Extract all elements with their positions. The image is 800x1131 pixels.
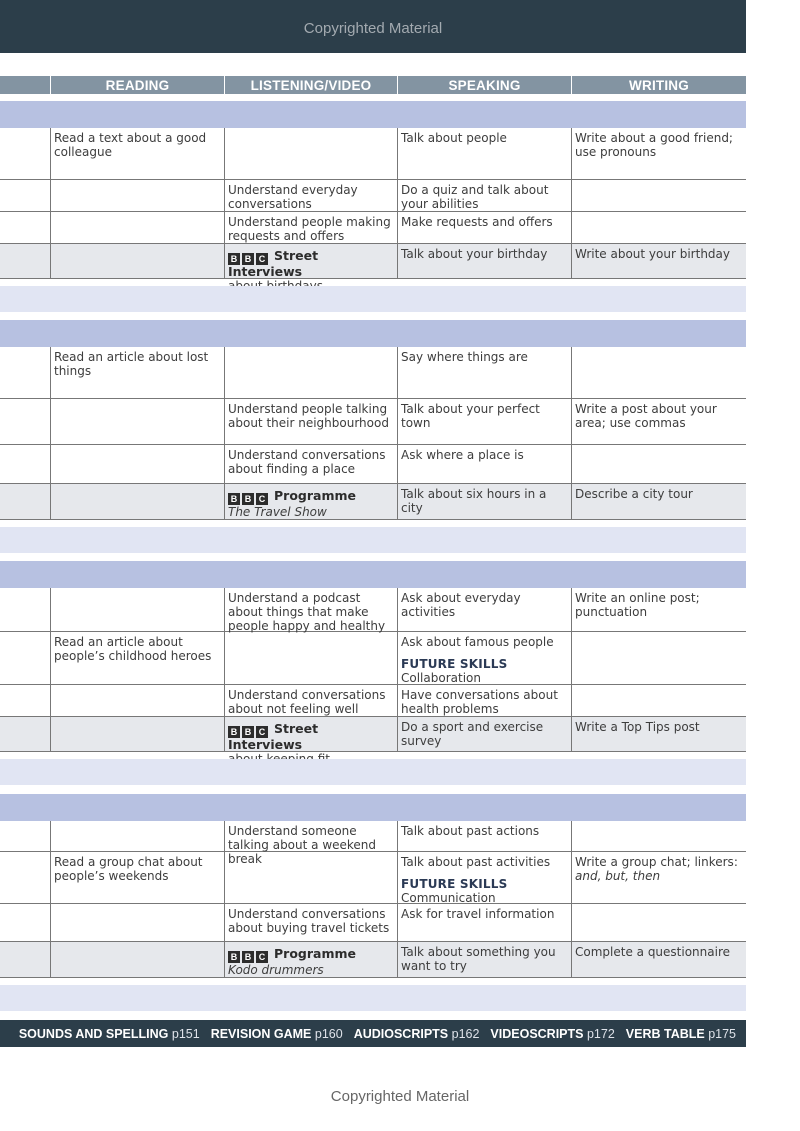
writing-cell (575, 720, 743, 734)
table-row (0, 244, 746, 279)
speaking-cell (401, 350, 569, 364)
column-divider (397, 685, 398, 716)
listening-cell: Understand people talking about their neighbourhood (228, 402, 389, 430)
footer-link[interactable] (19, 1027, 200, 1041)
column-divider (571, 717, 572, 751)
footer-link-label: REVISION GAME (210, 1026, 312, 1041)
column-divider (571, 347, 572, 398)
reading-cell: Read an article about people’s childhood heroes (54, 635, 212, 663)
footer-link[interactable] (490, 1027, 614, 1041)
column-divider (50, 821, 51, 851)
writing-text: Write about a good friend; use pronouns (575, 131, 733, 159)
column-header-reading: READING (50, 76, 224, 94)
speaking-text: Talk about past actions (401, 824, 540, 838)
column-divider (397, 588, 398, 631)
listening-cell: Understand conversations about finding a place (228, 448, 386, 476)
unit-band (0, 101, 746, 128)
column-divider (571, 852, 572, 903)
speaking-cell (401, 591, 569, 619)
column-divider (50, 588, 51, 631)
column-divider (397, 717, 398, 751)
column-divider (397, 445, 398, 483)
table-row (0, 852, 746, 904)
column-divider (224, 852, 225, 903)
unit-spacer-band (0, 286, 746, 312)
column-divider (50, 445, 51, 483)
speaking-cell (401, 487, 569, 515)
future-skill-name: Communication (401, 891, 496, 905)
unit-spacer-band (0, 985, 746, 1011)
footer-link-page: p160 (311, 1026, 343, 1041)
listening-cell: Understand a podcast about things that make people happy and healthy (228, 591, 386, 633)
writing-cell (575, 247, 743, 261)
unit-band (0, 320, 746, 347)
listening-cell (228, 947, 393, 977)
speaking-text: Ask about famous people (401, 635, 554, 649)
speaking-text: Talk about people (401, 131, 507, 145)
column-divider (571, 180, 572, 211)
unit-spacer-band (0, 759, 746, 785)
bbc-letter: B (242, 493, 254, 505)
table-row (0, 128, 746, 180)
column-divider (397, 212, 398, 243)
speaking-text: Say where things are (401, 350, 528, 364)
speaking-text: Talk about six hours in a city (401, 487, 547, 515)
reading-cell: Read an article about lost things (54, 350, 209, 378)
column-header-speaking: SPEAKING (397, 76, 571, 94)
table-row (0, 347, 746, 399)
table-row (0, 717, 746, 752)
column-divider (50, 717, 51, 751)
column-divider (50, 852, 51, 903)
bbc-letter: B (242, 253, 254, 265)
column-divider (50, 942, 51, 977)
bbc-video-title: Street Interviews (228, 721, 319, 752)
speaking-text: Do a sport and exercise survey (401, 720, 544, 748)
future-skills-label: FUTURE SKILLS (401, 657, 508, 671)
bbc-video-title: Programme (274, 946, 356, 961)
table-row (0, 942, 746, 978)
column-header-listening-video: LISTENING/VIDEO (224, 76, 397, 94)
bbc-letter: B (242, 726, 254, 738)
table-row (0, 399, 746, 445)
bbc-letter: C (256, 253, 268, 265)
bbc-logo-icon (228, 493, 268, 505)
writing-text: Write a group chat; linkers: (575, 855, 738, 869)
bbc-letter: B (228, 726, 240, 738)
column-divider (50, 904, 51, 941)
footer-link-page: p172 (583, 1026, 615, 1041)
speaking-cell (401, 183, 569, 211)
bbc-video-title: Street Interviews (228, 248, 319, 279)
speaking-text: Talk about your perfect town (401, 402, 540, 430)
footer-link-label: VIDEOSCRIPTS (490, 1026, 584, 1041)
speaking-text: Have conversations about health problems (401, 688, 558, 716)
footer-link-page: p162 (448, 1026, 480, 1041)
column-divider (224, 588, 225, 631)
footer-nav (0, 1020, 746, 1047)
column-divider (571, 685, 572, 716)
writing-text: Write a post about your area; use commas (575, 402, 717, 430)
speaking-cell (401, 824, 569, 838)
column-divider (397, 942, 398, 977)
speaking-cell (401, 247, 569, 261)
listening-cell: Understand conversations about not feeling well (228, 688, 386, 716)
table-row (0, 212, 746, 244)
column-divider (397, 484, 398, 519)
table-row (0, 180, 746, 212)
footer-link-label: SOUNDS AND SPELLING (18, 1026, 169, 1041)
bbc-logo-icon (228, 951, 268, 963)
footer-link-label: AUDIOSCRIPTS (353, 1026, 449, 1041)
column-divider (224, 904, 225, 941)
future-skills-label: FUTURE SKILLS (401, 877, 508, 891)
reading-cell: Read a group chat about people’s weekends (54, 855, 203, 883)
column-divider (397, 347, 398, 398)
writing-text: Write a Top Tips post (575, 720, 700, 734)
bbc-video-title: Programme (274, 488, 356, 503)
column-header-writing: WRITING (571, 76, 746, 94)
speaking-cell (401, 688, 569, 716)
column-divider (571, 904, 572, 941)
speaking-text: Talk about something you want to try (401, 945, 556, 973)
column-divider (571, 244, 572, 278)
bbc-letter: B (228, 493, 240, 505)
column-divider (397, 852, 398, 903)
speaking-cell (401, 215, 569, 229)
column-divider (50, 632, 51, 684)
footer-link[interactable] (354, 1027, 480, 1041)
speaking-text: Ask where a place is (401, 448, 524, 462)
speaking-cell (401, 635, 569, 685)
column-divider (224, 347, 225, 398)
bbc-letter: B (228, 951, 240, 963)
speaking-cell (401, 720, 569, 748)
column-divider (397, 128, 398, 179)
bbc-letter: C (256, 951, 268, 963)
column-divider (50, 180, 51, 211)
bbc-letter: B (242, 951, 254, 963)
column-divider (50, 244, 51, 278)
speaking-cell (401, 907, 569, 921)
writing-cell (575, 402, 743, 430)
writing-text: Write an online post; punctuation (575, 591, 700, 619)
footer-link-label: VERB TABLE (625, 1026, 705, 1041)
column-divider (224, 942, 225, 977)
speaking-cell (401, 855, 569, 905)
column-divider (571, 128, 572, 179)
column-divider (224, 445, 225, 483)
writing-cell (575, 855, 743, 883)
unit-band (0, 794, 746, 821)
footer-link[interactable] (211, 1027, 343, 1041)
column-divider (224, 821, 225, 851)
reading-cell: Read a text about a good colleague (54, 131, 207, 159)
column-divider (224, 685, 225, 716)
bbc-video-subtitle: Kodo drummers (228, 963, 324, 977)
speaking-text: Make requests and offers (401, 215, 553, 229)
bbc-letter: B (228, 253, 240, 265)
column-divider (50, 212, 51, 243)
writing-text: Describe a city tour (575, 487, 693, 501)
column-divider (224, 632, 225, 684)
speaking-cell (401, 131, 569, 145)
column-divider (571, 212, 572, 243)
column-divider (224, 212, 225, 243)
column-divider (50, 399, 51, 444)
column-divider (50, 685, 51, 716)
writing-text: Write about your birthday (575, 247, 730, 261)
footer-link-page: p151 (168, 1026, 200, 1041)
listening-cell: Understand everyday conversations (228, 183, 358, 211)
writing-cell (575, 591, 743, 619)
speaking-cell (401, 448, 569, 462)
column-divider (50, 128, 51, 179)
column-divider (224, 244, 225, 278)
column-divider (224, 399, 225, 444)
writing-cell (575, 131, 743, 159)
footer-link-page: p175 (704, 1026, 736, 1041)
table-row (0, 685, 746, 717)
column-divider (571, 588, 572, 631)
speaking-text: Talk about past activities (401, 855, 551, 869)
column-divider (571, 484, 572, 519)
column-divider (571, 632, 572, 684)
column-divider (571, 942, 572, 977)
listening-cell: Understand people making requests and offers (228, 215, 391, 243)
copyright-bottom: Copyrighted Material (330, 1088, 470, 1105)
table-row (0, 588, 746, 632)
column-divider (224, 180, 225, 211)
writing-cell (575, 945, 743, 959)
column-divider (571, 445, 572, 483)
writing-text: Complete a questionnaire (575, 945, 731, 959)
column-divider (571, 821, 572, 851)
bbc-letter: C (256, 493, 268, 505)
speaking-cell (401, 945, 569, 973)
column-divider (224, 128, 225, 179)
listening-cell (228, 489, 393, 519)
unit-band (0, 561, 746, 588)
future-skill-name: Collaboration (401, 671, 481, 685)
column-divider (224, 717, 225, 751)
column-divider (397, 399, 398, 444)
table-row (0, 484, 746, 520)
bbc-video-subtitle: The Travel Show (228, 505, 327, 519)
column-divider (397, 632, 398, 684)
table-row (0, 445, 746, 484)
column-divider (571, 399, 572, 444)
column-divider (224, 484, 225, 519)
writing-linkers: and, but, then (575, 869, 661, 883)
listening-cell: Understand conversations about buying travel tickets (228, 907, 390, 935)
footer-link[interactable] (626, 1027, 736, 1041)
column-divider (50, 347, 51, 398)
column-divider (397, 180, 398, 211)
speaking-text: Ask about everyday activities (401, 591, 521, 619)
speaking-text: Do a quiz and talk about your abilities (401, 183, 549, 211)
column-divider (50, 484, 51, 519)
speaking-text: Talk about your birthday (401, 247, 548, 261)
speaking-cell (401, 402, 569, 430)
column-divider (397, 244, 398, 278)
table-row (0, 632, 746, 685)
table-row (0, 904, 746, 942)
speaking-text: Ask for travel information (401, 907, 555, 921)
unit-spacer-band (0, 527, 746, 553)
bbc-letter: C (256, 726, 268, 738)
listening-cell: Understand someone talking about a weekend break (228, 824, 377, 866)
column-divider (397, 904, 398, 941)
writing-cell (575, 487, 743, 501)
copyright-top: Copyrighted Material (303, 20, 443, 37)
column-divider (397, 821, 398, 851)
